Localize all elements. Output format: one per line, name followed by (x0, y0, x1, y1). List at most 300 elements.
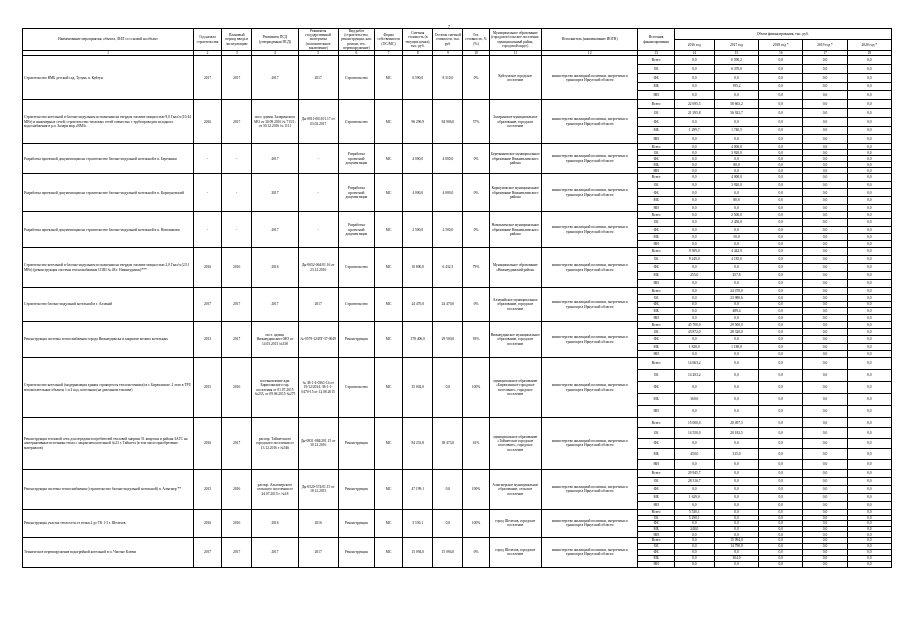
work-type: Реконструкция (338, 537, 374, 567)
year-plan: - (222, 212, 252, 248)
estimate-cost: 4 000,0 (403, 174, 433, 212)
funding-source: ОБ (638, 109, 674, 118)
ownership: МС (374, 100, 402, 144)
year-plan: 2016 (222, 358, 252, 418)
funding-source: Всего (638, 56, 674, 65)
funding-value: 0,0 (847, 248, 891, 256)
project-row (23, 174, 892, 182)
funding-value: 0,0 (847, 315, 891, 322)
funding-value: 0,0 (759, 181, 803, 189)
work-type: Строительство (338, 248, 374, 288)
psd-requisites: 2017 (252, 174, 298, 212)
remaining-cost: 29 500,0 (433, 322, 463, 358)
funding-value: 0,0 (674, 315, 714, 322)
executor: министерство жилищной политики, энергетики и транспорта Иркутской области (541, 174, 638, 212)
remaining-cost: 38 473,0 (433, 418, 463, 470)
funding-source: МБ (638, 162, 674, 168)
expertise-requisites: - (298, 212, 338, 248)
funding-value: 0,0 (674, 196, 714, 204)
funding-value: 0,0 (803, 537, 847, 543)
funding-value: 0,0 (847, 501, 891, 509)
remaining-cost: 0,0 (433, 358, 463, 418)
funding-value: 0,0 (674, 233, 714, 240)
remaining-cost: 4 000,0 (433, 174, 463, 212)
project-row (23, 100, 892, 109)
project-row (23, 288, 892, 295)
funding-value: 4 000,0 (714, 144, 758, 150)
funding-value: 0,0 (714, 515, 758, 521)
funding-value: 24 470,0 (714, 288, 758, 295)
funding-value: 0,0 (759, 196, 803, 204)
funding-value: 0,0 (759, 477, 803, 485)
funding-value: 0,0 (714, 189, 758, 197)
funding-value: 489,4 (714, 308, 758, 315)
funding-value: 0,0 (803, 212, 847, 219)
funding-value: 0,0 (803, 189, 847, 197)
funding-source: НИ (638, 280, 674, 288)
funding-value: 0,0 (759, 370, 803, 382)
funding-value: 0,0 (759, 264, 803, 272)
funding-source: Всего (638, 469, 674, 477)
psd-requisites: распор. Тайшетского городского поселения от 13.12.2016 г №546 (252, 418, 298, 470)
funding-value: 0,0 (759, 343, 803, 350)
work-type: Реконструкция (338, 509, 374, 537)
funding-value: 0,0 (714, 394, 758, 406)
work-type: Разработка проектной документации (338, 174, 374, 212)
funding-source: ОБ (638, 543, 674, 549)
funding-value: 0,0 (674, 532, 714, 538)
estimate-cost: 5 530,1 (403, 509, 433, 537)
funding-value: 0,0 (759, 469, 803, 477)
funding-value: 0,0 (759, 150, 803, 156)
funding-value: 5 290,1 (674, 515, 714, 521)
municipality: город Шелехов, городское поселение (489, 509, 541, 537)
funding-value: 0,0 (847, 212, 891, 219)
municipality: Куйтунское городское поселение (489, 56, 541, 100)
funding-value: 14 663,2 (674, 358, 714, 370)
project-name: Реконструкция системы теплоснабжения города Нижнеудинска и закрытие мелких котельных (23, 322, 194, 358)
remaining-cost: 0,0 (433, 469, 463, 509)
col-header-year: 2017 год (714, 40, 758, 51)
municipality: Алзамайское муниципальное образование, городское поселение (489, 288, 541, 322)
readiness: 100% (463, 469, 489, 509)
col-header-municipality: Муниципальное образование (городское/сельское поселение, муниципальный район, городской округ) (489, 29, 541, 51)
column-number: 7 (374, 51, 402, 56)
funding-source: ОБ (638, 181, 674, 189)
year-plan: 2016 (222, 469, 252, 509)
funding-source: ОБ (638, 294, 674, 301)
funding-value: 0,0 (714, 91, 758, 100)
year-start: 2016 (193, 100, 221, 144)
funding-value: 0,0 (847, 65, 891, 74)
funding-value: 0,0 (847, 126, 891, 135)
funding-value: 0,0 (759, 144, 803, 150)
funding-value: 0,0 (674, 226, 714, 233)
municipality: Заларинское муниципальное образование, городское поселение (489, 100, 541, 144)
funding-value: 0,0 (803, 288, 847, 295)
municipality: Березняковское муниципальное образование Нижнеилимского района (489, 144, 541, 174)
work-type: Разработка проектной документации (338, 144, 374, 174)
funding-value: 0,0 (759, 537, 803, 543)
funding-value: 0,0 (759, 233, 803, 240)
funding-source: МБ (638, 526, 674, 532)
funding-value: 0,0 (803, 144, 847, 150)
psd-requisites: 2017 (252, 537, 298, 567)
estimate-cost: 96 296,9 (403, 100, 433, 144)
readiness: 0% (463, 212, 489, 248)
funding-value: 0,0 (803, 561, 847, 567)
funding-value: 0,0 (714, 561, 758, 567)
year-start: - (193, 212, 221, 248)
readiness: 79% (463, 248, 489, 288)
project-name: Разработка проектной документации на строительство блочно-модульной котельной в п. Коршуновский (23, 174, 194, 212)
funding-value: 0,0 (674, 501, 714, 509)
funding-value: 0,0 (803, 82, 847, 91)
funding-value: 0,0 (803, 91, 847, 100)
funding-value: 0,0 (803, 555, 847, 561)
funding-value: 0,0 (847, 272, 891, 280)
funding-source: ФБ (638, 117, 674, 126)
funding-value: 0,0 (847, 428, 891, 438)
funding-value: 0,0 (847, 308, 891, 315)
funding-value: 0,0 (674, 82, 714, 91)
funding-value: 0,0 (847, 174, 891, 182)
col-header-year-start: Год начала строительства (193, 29, 221, 51)
psd-requisites: пост. админ. Нижнеудинского МО от 14.03.2013 №338 (252, 322, 298, 358)
funding-value: 0,0 (714, 549, 758, 555)
readiness: 0% (463, 144, 489, 174)
readiness: 0% (463, 56, 489, 100)
funding-value: 0,0 (674, 156, 714, 162)
funding-value: 0,0 (803, 515, 847, 521)
ownership: МС (374, 248, 402, 288)
funding-value: 0,0 (714, 350, 758, 357)
funding-value: 0,0 (674, 189, 714, 197)
funding-value: 0,0 (759, 189, 803, 197)
column-number: 9 (433, 51, 463, 56)
ownership: МС (374, 144, 402, 174)
funding-value: 0,0 (674, 219, 714, 226)
funding-value: 0,0 (674, 174, 714, 182)
funding-value: 0,0 (759, 543, 803, 549)
funding-value: 2 450,0 (714, 219, 758, 226)
expertise-requisites: 2017 (298, 288, 338, 322)
funding-value: 0,0 (803, 219, 847, 226)
col-header-name: Наименование мероприятия, объекта, ЛИЛ со ссылкой на объект (23, 29, 194, 51)
funding-value: 0,0 (847, 280, 891, 288)
funding-source: ОБ (638, 219, 674, 226)
col-header-year-plan: Плановый период ввода в эксплуатацию (222, 29, 252, 51)
funding-value: 0,0 (674, 91, 714, 100)
funding-value: 0,0 (674, 280, 714, 288)
ownership: МС (374, 418, 402, 470)
estimate-cost: 35 002,0 (403, 358, 433, 418)
col-header-year: 2019 год * (803, 40, 847, 51)
funding-value: 0,0 (674, 212, 714, 219)
funding-source: ОБ (638, 150, 674, 156)
funding-value: 0,0 (714, 135, 758, 144)
work-type: Строительство (338, 288, 374, 322)
funding-source: НИ (638, 91, 674, 100)
funding-value: 0,0 (674, 144, 714, 150)
year-start: 2015 (193, 469, 221, 509)
project-row (23, 358, 892, 370)
funding-value: 0,0 (803, 477, 847, 485)
funding-value: 0,0 (759, 521, 803, 527)
funding-value: 0,0 (847, 438, 891, 448)
year-plan: 2017 (222, 322, 252, 358)
year-plan: 2016 (222, 248, 252, 288)
funding-value: 9 249,0 (674, 256, 714, 264)
funding-value: 0,0 (674, 135, 714, 144)
project-row (23, 322, 892, 329)
funding-value: 0,0 (847, 329, 891, 336)
funding-value: 0,0 (847, 256, 891, 264)
funding-source: НИ (638, 501, 674, 509)
funding-value: 1 740,5 (714, 126, 758, 135)
funding-value: 0,0 (847, 204, 891, 212)
funding-value: 0,0 (803, 509, 847, 515)
year-start: 2017 (193, 56, 221, 100)
psd-requisites: пост. админ. Заларинского МО от 30.09.2016 № 715/1; от 30.12.2016 № 1111 (252, 100, 298, 144)
expertise-requisites: № 38-1-4-0361-14 от 19/12/2014, 38-1-1-0470-15 от 12.08.2015 (298, 358, 338, 418)
funding-value: 0,0 (759, 212, 803, 219)
funding-value: 0,0 (847, 162, 891, 168)
year-start: 2016 (193, 509, 221, 537)
funding-value: 0,0 (759, 358, 803, 370)
funding-value: 0,0 (674, 150, 714, 156)
funding-value: 0,0 (759, 204, 803, 212)
funding-value: 0,0 (714, 264, 758, 272)
project-row (23, 248, 892, 256)
funding-value: 0,0 (714, 485, 758, 493)
funding-value: 0,0 (759, 126, 803, 135)
year-plan: 2017 (222, 418, 252, 470)
funding-value: 0,0 (674, 485, 714, 493)
funding-value: 23 980,6 (714, 294, 758, 301)
funding-value: 0,0 (714, 493, 758, 501)
column-number: 4 (252, 51, 298, 56)
funding-source: Всего (638, 418, 674, 428)
psd-requisites: 2016 (252, 248, 298, 288)
funding-value: 0,0 (714, 226, 758, 233)
funding-source: ФБ (638, 438, 674, 448)
ownership: МС (374, 469, 402, 509)
funding-value: 0,0 (674, 350, 714, 357)
remaining-cost: 84 906,0 (433, 100, 463, 144)
column-number: 13 (638, 51, 674, 56)
psd-requisites: постановление адм. Бирюсинского гор. поселения от 01.07.2015 №233, от 09.06.2015 №275 (252, 358, 298, 418)
funding-value: 0,0 (674, 294, 714, 301)
col-header-expertise: Реквизиты государственной экспертизы (положительное заключение) (298, 29, 338, 51)
funding-value: 0,0 (759, 509, 803, 515)
funding-source: ФБ (638, 521, 674, 527)
year-start: 2015 (193, 358, 221, 418)
funding-value: 0,0 (803, 272, 847, 280)
funding-value: 0,0 (847, 343, 891, 350)
ownership: МС (374, 212, 402, 248)
funding-value: 0,0 (759, 350, 803, 357)
column-number: 18 (847, 51, 891, 56)
funding-source: МБ (638, 126, 674, 135)
funding-value: 0,0 (847, 144, 891, 150)
municipality: Нижнеудинское муниципальное образование, городское поселение (489, 322, 541, 358)
funding-value: 43 872,0 (674, 329, 714, 336)
col-header-readiness: Тех. готовность, % (%) (463, 29, 489, 51)
funding-value: 0,0 (847, 459, 891, 469)
funding-value: 0,0 (759, 493, 803, 501)
psd-requisites: 2016 (252, 509, 298, 537)
year-plan: - (222, 144, 252, 174)
project-name: Разработка проектной документации на строительство блочно-модульной котельной в п. Новоилимск (23, 212, 194, 248)
funding-value: 195,2 (714, 82, 758, 91)
column-number: 2 (193, 51, 221, 56)
funding-value: 0,0 (674, 561, 714, 567)
funding-value: 0,0 (714, 117, 758, 126)
funding-value: 0,0 (847, 549, 891, 555)
funding-source: Всего (638, 212, 674, 219)
funding-value: 0,0 (674, 549, 714, 555)
project-name: Строительство блочно-модульной котельной в г. Алзамай (23, 288, 194, 322)
estimate-cost: 6 590,0 (403, 56, 433, 100)
col-header-psd: Реквизиты ПСД (утвержденная ПСД) (252, 29, 298, 51)
funding-value: 0,0 (803, 485, 847, 493)
funding-source: ОБ (638, 515, 674, 521)
funding-value: 0,0 (759, 301, 803, 308)
funding-source: ОБ (638, 256, 674, 264)
funding-value: 315,0 (714, 449, 758, 459)
readiness: 61% (463, 418, 489, 470)
funding-value: 0,0 (674, 181, 714, 189)
work-type: Реконструкция (338, 469, 374, 509)
funding-value: 0,0 (847, 358, 891, 370)
funding-value: 0,0 (759, 226, 803, 233)
funding-value: 0,0 (803, 226, 847, 233)
funding-source: ФБ (638, 73, 674, 82)
funding-value: 0,0 (759, 315, 803, 322)
funding-value: 0,0 (847, 526, 891, 532)
funding-value: 0,0 (714, 370, 758, 382)
funding-source: ФБ (638, 549, 674, 555)
executor: министерство жилищной политики, энергетики и транспорта Иркутской области (541, 418, 638, 470)
funding-value: 0,0 (674, 459, 714, 469)
funding-value: 0,0 (847, 288, 891, 295)
funding-value: 0,0 (847, 156, 891, 162)
ownership: МС (374, 288, 402, 322)
funding-value: 0,0 (803, 459, 847, 469)
funding-value: 28 316,7 (674, 477, 714, 485)
funding-source: МБ (638, 493, 674, 501)
funding-value: 0,0 (847, 418, 891, 428)
funding-value: 0,0 (847, 370, 891, 382)
municipality: Муниципальное образование «Нижнеудинский район» (489, 248, 541, 288)
funding-value: 0,0 (803, 350, 847, 357)
estimate-cost: 24 470,0 (403, 288, 433, 322)
readiness: 100% (463, 509, 489, 537)
funding-value: 0,0 (803, 315, 847, 322)
ownership: МС (374, 509, 402, 537)
funding-value: 0,0 (714, 521, 758, 527)
funding-source: НИ (638, 561, 674, 567)
year-start: 2016 (193, 418, 221, 470)
funding-value: 80,0 (714, 162, 758, 168)
executor: министерство жилищной политики, энергетики и транспорта Иркутской области (541, 358, 638, 418)
funding-value: 0,0 (759, 156, 803, 162)
funding-value: 0,0 (674, 73, 714, 82)
estimate-cost: 378 406,0 (403, 322, 433, 358)
funding-value: 0,0 (714, 240, 758, 247)
header-row-group (23, 29, 892, 40)
funding-source: ФБ (638, 382, 674, 394)
funding-value: 0,0 (847, 233, 891, 240)
column-number: 5 (298, 51, 338, 56)
funding-source: НИ (638, 406, 674, 418)
funding-value: 22 695,5 (674, 100, 714, 109)
remaining-cost: 6 432,5 (433, 248, 463, 288)
funding-value: 0,0 (759, 280, 803, 288)
funding-value: 0,0 (803, 280, 847, 288)
funding-value: 0,0 (803, 168, 847, 174)
funding-value: 0,0 (759, 336, 803, 343)
funding-source: ОБ (638, 370, 674, 382)
funding-value: 0,0 (803, 294, 847, 301)
funding-source: Всего (638, 288, 674, 295)
funding-value: 0,0 (803, 493, 847, 501)
funding-value: 0,0 (674, 301, 714, 308)
funding-source: МБ (638, 449, 674, 459)
funding-value: 0,0 (803, 449, 847, 459)
funding-value: 4 442,9 (714, 248, 758, 256)
funding-value: 0,0 (759, 174, 803, 182)
funding-source: Всего (638, 248, 674, 256)
funding-value: 0,0 (714, 382, 758, 394)
ownership: МС (374, 174, 402, 212)
funding-value: 0,0 (803, 406, 847, 418)
funding-value: 0,0 (803, 156, 847, 162)
funding-value: 3 920,0 (714, 150, 758, 156)
funding-source: Всего (638, 537, 674, 543)
expertise-requisites: №-0579-12/ИТ-37-0049 (298, 322, 338, 358)
funding-value: 0,0 (714, 73, 758, 82)
funding-value: 0,0 (847, 73, 891, 82)
project-name: Строительство котельной (модернизация здания строящегося теплоисточника) в г. Бирюсинске. 2 этап в ТРУ, вспомогательные объекты 1 и 2 под. котельная (на дизельном топливе) (23, 358, 194, 418)
table-body (23, 56, 892, 568)
year-start: 2017 (193, 537, 221, 567)
remaining-cost: 15 094,0 (433, 537, 463, 567)
funding-value: 0,0 (847, 109, 891, 118)
funding-source: НИ (638, 315, 674, 322)
year-start: - (193, 174, 221, 212)
funding-value: 0,0 (759, 135, 803, 144)
psd-requisites: 2017 (252, 288, 298, 322)
remaining-cost: 4 000,0 (433, 144, 463, 174)
funding-value: 21 395,8 (674, 109, 714, 118)
funding-value: 0,0 (803, 343, 847, 350)
funding-value: 0,0 (803, 56, 847, 65)
col-header-funding: Объем финансирования, тыс. руб. (674, 29, 891, 40)
funding-source: Всего (638, 144, 674, 150)
funding-value: 28 320,0 (714, 329, 758, 336)
funding-value: 0,0 (759, 162, 803, 168)
year-plan: 2017 (222, 288, 252, 322)
funding-value: 0,0 (759, 501, 803, 509)
funding-source: ОБ (638, 65, 674, 74)
ownership: МС (374, 322, 402, 358)
expertise-requisites: Дн-0831-084/201.15 от 30.12.2016 (298, 418, 338, 470)
funding-value: 0,0 (803, 501, 847, 509)
funding-value: 0,0 (759, 526, 803, 532)
funding-source: МБ (638, 196, 674, 204)
